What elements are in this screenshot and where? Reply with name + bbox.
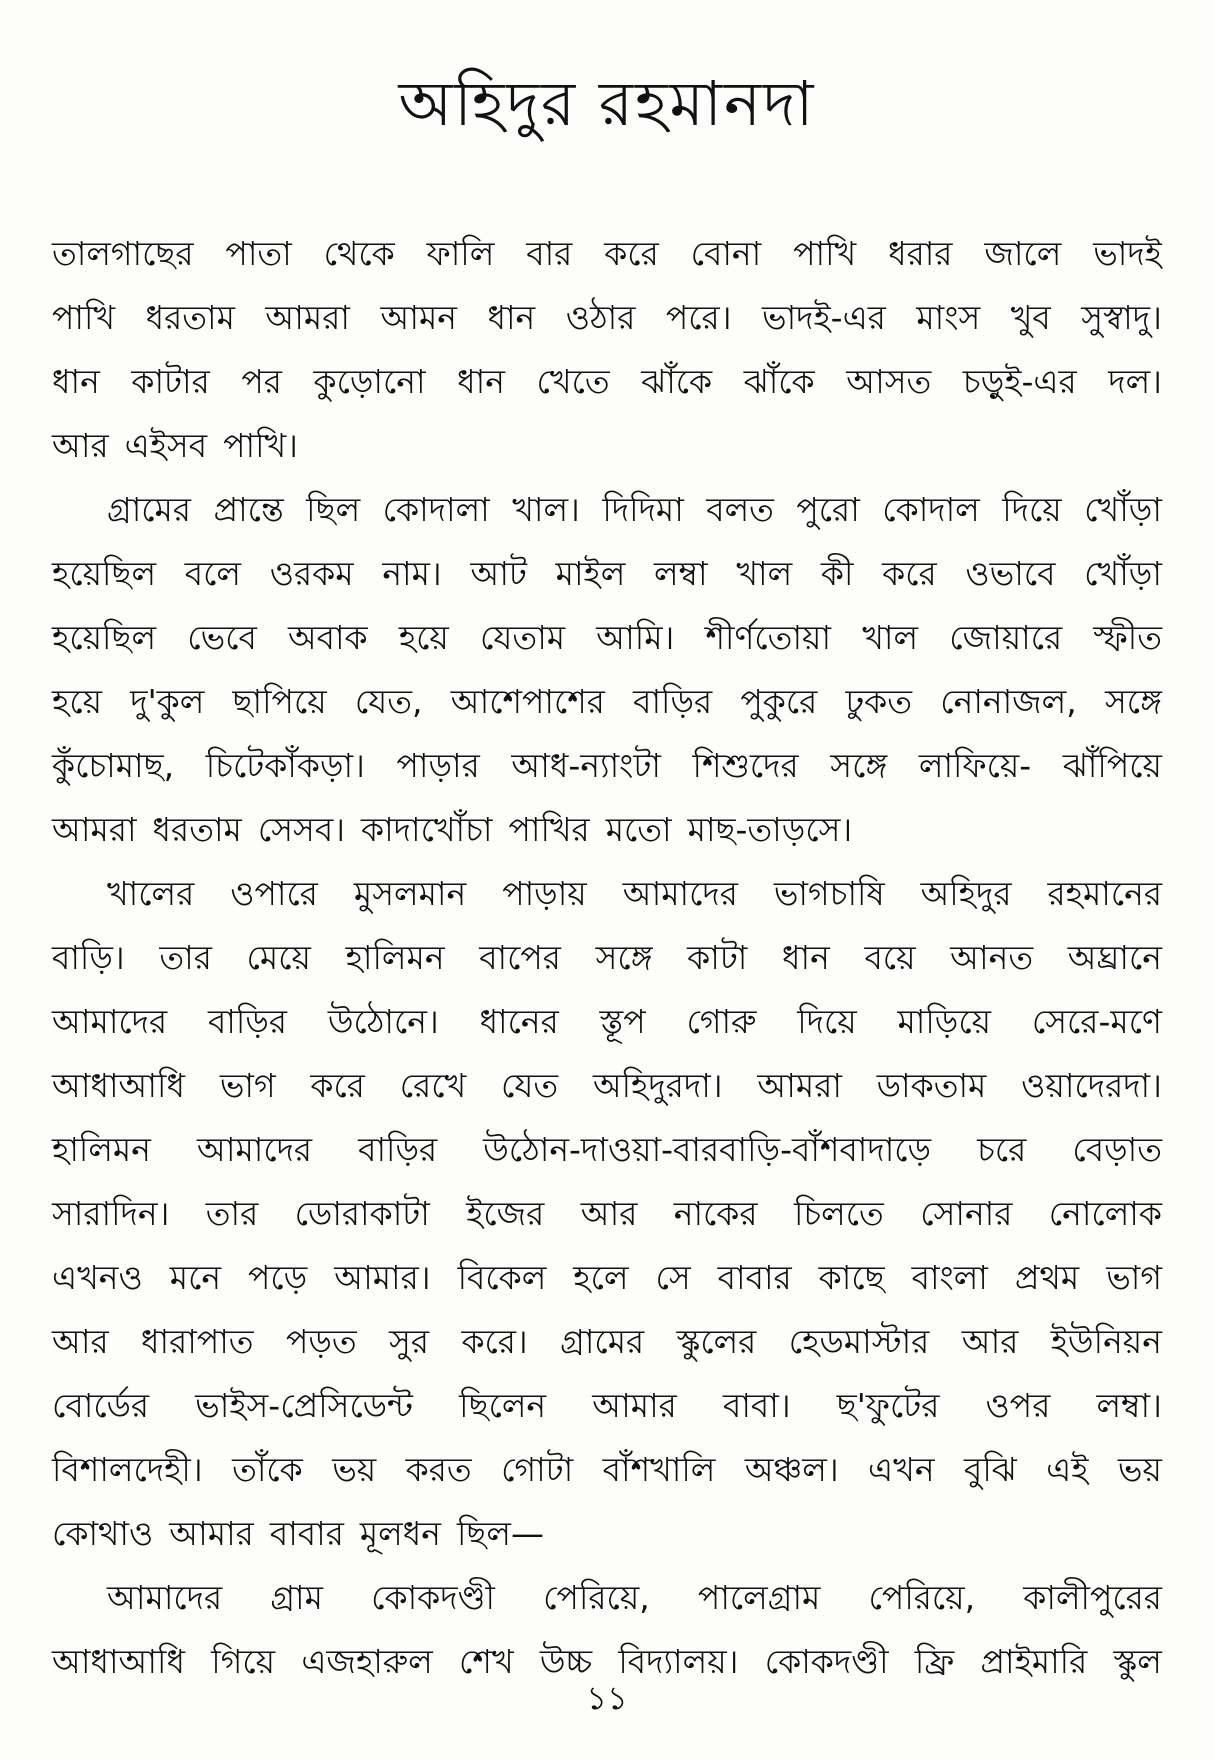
- text-line: আমাদের গ্রাম কোকদণ্ডী পেরিয়ে, পালেগ্রাম পেরিয়ে, কালীপুরের: [107, 1578, 1162, 1617]
- text-line: কোথাও আমার বাবার মূলধন ছিল—: [52, 1514, 544, 1553]
- page-number: ১১: [586, 1679, 628, 1717]
- chapter-title: অহিদুর রহমানদা: [398, 67, 816, 140]
- text-line: হয়ে দু'কুল ছাপিয়ে যেত, আশেপাশের বাড়ির পুকুরে ঢুকত নোনাজল, সঙ্গে: [52, 682, 1162, 721]
- text-line: বোর্ডের ভাইস-প্রেসিডেন্ট ছিলেন আমার বাবা। ছ'ফুটের ওপর লম্বা।: [52, 1386, 1162, 1425]
- text-line: আর এইসব পাখি।: [52, 426, 298, 465]
- text-line: এখনও মনে পড়ে আমার। বিকেল হলে সে বাবার কাছে বাংলা প্রথম ভাগ: [52, 1258, 1162, 1297]
- text-line: হালিমন আমাদের বাড়ির উঠোন-দাওয়া-বারবাড়ি-বাঁশবাদাড়ে চরে বেড়াত: [52, 1130, 1162, 1169]
- text-line: আধাআধি ভাগ করে রেখে যেত অহিদুরদা। আমরা ডাকতাম ওয়াদেরদা।: [52, 1066, 1162, 1105]
- text-line: পাখি ধরতাম আমরা আমন ধান ওঠার পরে। ভাদই-এর মাংস খুব সুস্বাদু।: [52, 298, 1162, 337]
- text-line: বিশালদেহী। তাঁকে ভয় করত গোটা বাঁশখালি অঞ্চল। এখন বুঝি এই ভয়: [52, 1450, 1162, 1489]
- text-line: আমরা ধরতাম সেসব। কাদাখোঁচা পাখির মতো মাছ-তাড়সে।: [52, 810, 853, 849]
- text-line: সারাদিন। তার ডোরাকাটা ইজের আর নাকের চিলতে সোনার নোলোক: [52, 1194, 1162, 1233]
- text-line: গ্রামের প্রান্তে ছিল কোদালা খাল। দিদিমা বলত পুরো কোদাল দিয়ে খোঁড়া: [107, 490, 1162, 529]
- text-line: কুঁচোমাছ, চিটেকাঁকড়া। পাড়ার আধ-ন্যাংটা শিশুদের সঙ্গে লাফিয়ে- ঝাঁপিয়ে: [52, 746, 1162, 785]
- text-line: বাড়ি। তার মেয়ে হালিমন বাপের সঙ্গে কাটা ধান বয়ে আনত অঘ্রানে: [52, 938, 1162, 977]
- text-line: ধান কাটার পর কুড়োনো ধান খেতে ঝাঁকে ঝাঁকে আসত চড়ুই-এর দল।: [52, 362, 1162, 401]
- body-text: [52, 222, 1162, 1694]
- text-line: হয়েছিল বলে ওরকম নাম। আট মাইল লম্বা খাল কী করে ওভাবে খোঁড়া: [52, 554, 1162, 593]
- text-line: আমাদের বাড়ির উঠোনে। ধানের স্তূপ গোরু দিয়ে মাড়িয়ে সেরে-মণে: [52, 1002, 1162, 1041]
- text-line: হয়েছিল ভেবে অবাক হয়ে যেতাম আমি। শীর্ণতোয়া খাল জোয়ারে স্ফীত: [52, 618, 1162, 657]
- text-line: তালগাছের পাতা থেকে ফালি বার করে বোনা পাখি ধরার জালে ভাদই: [52, 234, 1162, 273]
- text-line: আধাআধি গিয়ে এজহারুল শেখ উচ্চ বিদ্যালয়। কোকদণ্ডী ফ্রি প্রাইমারি স্কুল: [52, 1642, 1162, 1681]
- text-line: আর ধারাপাত পড়ত সুর করে। গ্রামের স্কুলের হেডমাস্টার আর ইউনিয়ন: [52, 1322, 1162, 1361]
- text-line: খালের ওপারে মুসলমান পাড়ায় আমাদের ভাগচাষি অহিদুর রহমানের: [107, 874, 1162, 913]
